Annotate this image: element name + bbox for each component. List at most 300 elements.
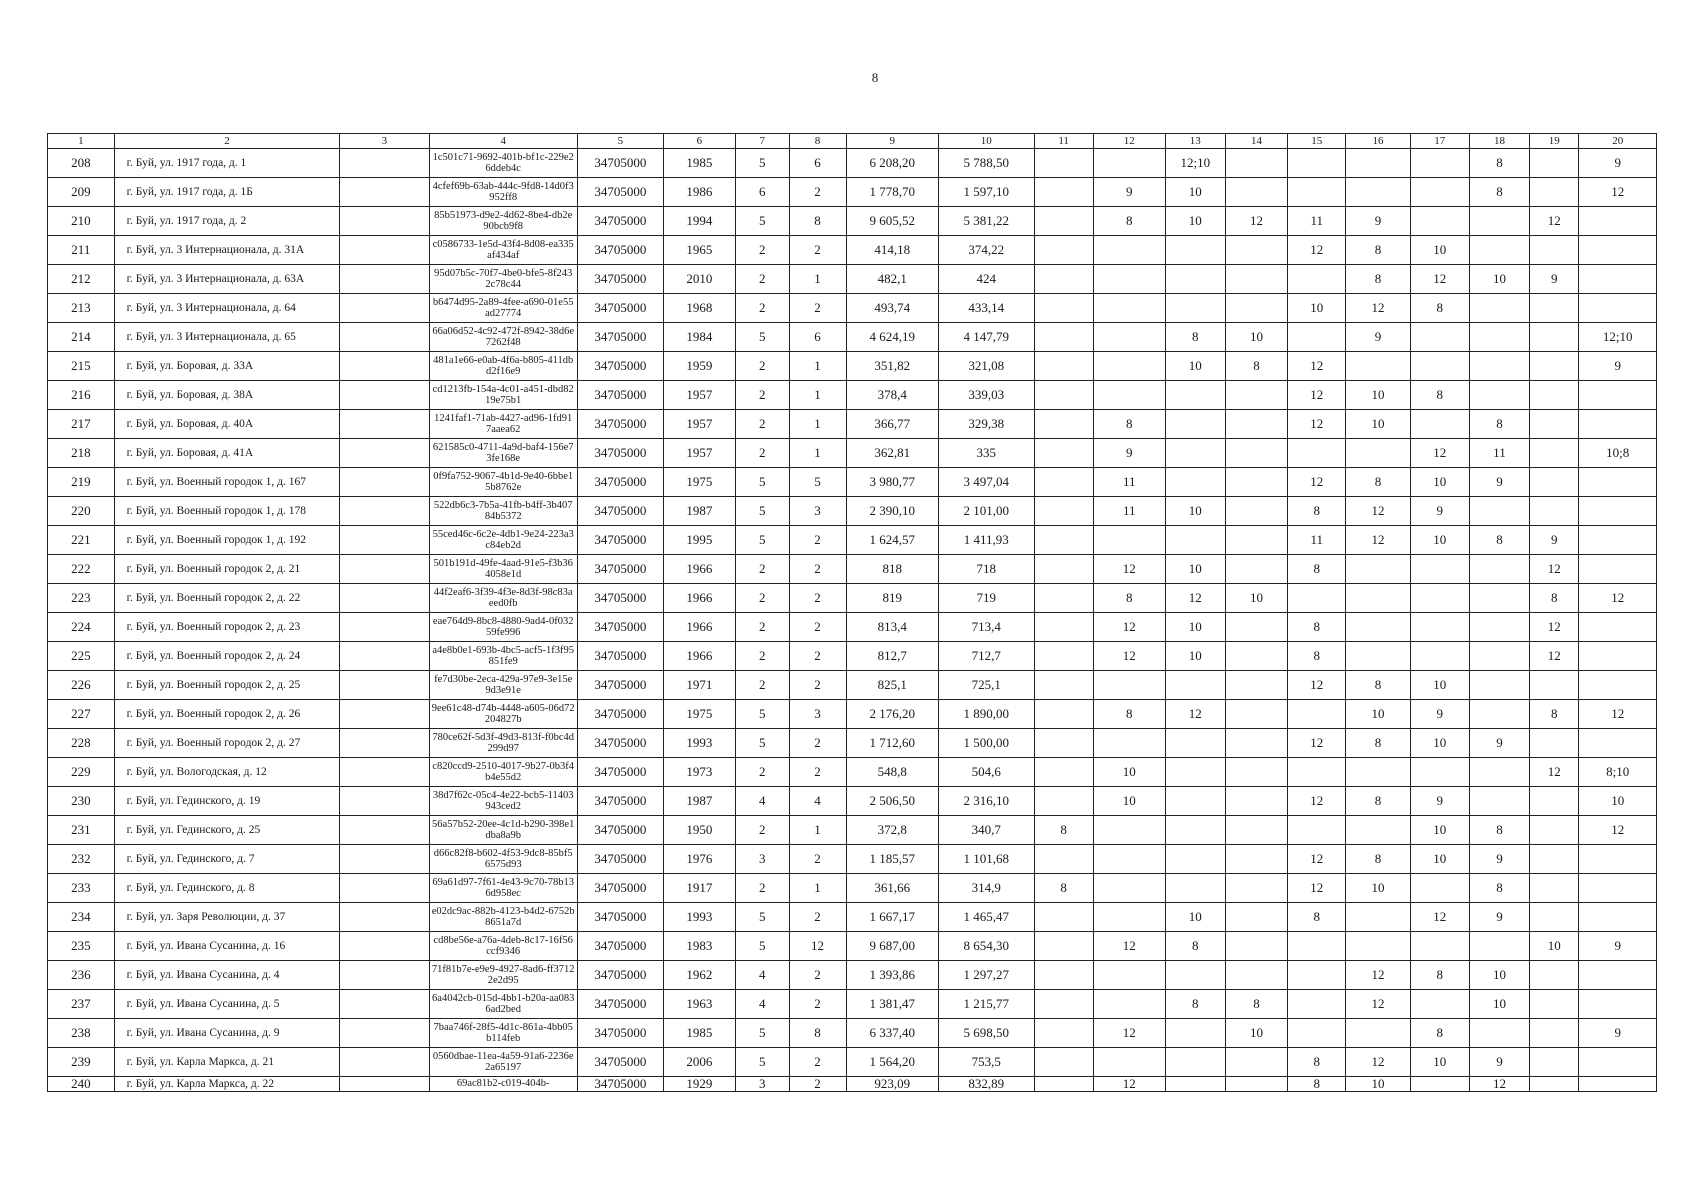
col19-cell: 12 xyxy=(1530,642,1579,671)
row-number: 213 xyxy=(48,294,115,323)
living-area-cell: 2 316,10 xyxy=(938,787,1034,816)
oktmo-cell: 34705000 xyxy=(577,410,663,439)
living-area-cell: 1 215,77 xyxy=(938,990,1034,1019)
col3-cell xyxy=(340,642,429,671)
col20-cell xyxy=(1579,236,1657,265)
col16-cell xyxy=(1346,149,1410,178)
living-area-cell: 713,4 xyxy=(938,613,1034,642)
column-number: 14 xyxy=(1225,134,1287,149)
oktmo-cell: 34705000 xyxy=(577,729,663,758)
total-area-cell: 482,1 xyxy=(846,265,938,294)
col19-cell xyxy=(1530,990,1579,1019)
address-cell: г. Буй, ул. 1917 года, д. 1Б xyxy=(114,178,340,207)
oktmo-cell: 34705000 xyxy=(577,845,663,874)
col17-cell: 10 xyxy=(1410,671,1469,700)
year-cell: 1976 xyxy=(663,845,735,874)
col17-cell xyxy=(1410,932,1469,961)
table-row xyxy=(48,642,1657,671)
col13-cell: 12;10 xyxy=(1165,149,1225,178)
oktmo-cell: 34705000 xyxy=(577,932,663,961)
col18-cell: 10 xyxy=(1469,961,1529,990)
col16-cell: 8 xyxy=(1346,265,1410,294)
row-number: 233 xyxy=(48,874,115,903)
col16-cell xyxy=(1346,584,1410,613)
table-row xyxy=(48,990,1657,1019)
total-area-cell: 2 176,20 xyxy=(846,700,938,729)
col12-cell xyxy=(1093,323,1165,352)
col3-cell xyxy=(340,816,429,845)
guid-cell: cd8be56e-a76a-4deb-8c17-16f56ccf9346 xyxy=(429,932,577,961)
table-row xyxy=(48,874,1657,903)
total-area-cell: 813,4 xyxy=(846,613,938,642)
row-number: 208 xyxy=(48,149,115,178)
col14-cell xyxy=(1225,729,1287,758)
oktmo-cell: 34705000 xyxy=(577,816,663,845)
living-area-cell: 1 597,10 xyxy=(938,178,1034,207)
col16-cell xyxy=(1346,613,1410,642)
living-area-cell: 4 147,79 xyxy=(938,323,1034,352)
table-row xyxy=(48,903,1657,932)
table-row xyxy=(48,323,1657,352)
col20-cell xyxy=(1579,990,1657,1019)
col3-cell xyxy=(340,845,429,874)
page-number: 8 xyxy=(871,70,879,85)
col12-cell: 8 xyxy=(1093,207,1165,236)
col13-cell: 12 xyxy=(1165,700,1225,729)
address-cell: г. Буй, ул. Военный городок 2, д. 26 xyxy=(114,700,340,729)
column-number: 16 xyxy=(1346,134,1410,149)
col18-cell: 8 xyxy=(1469,874,1529,903)
address-cell: г. Буй, ул. Боровая, д. 38А xyxy=(114,381,340,410)
col17-cell: 8 xyxy=(1410,381,1469,410)
col14-cell xyxy=(1225,526,1287,555)
col18-cell: 8 xyxy=(1469,178,1529,207)
col14-cell xyxy=(1225,236,1287,265)
col11-cell: 8 xyxy=(1034,816,1093,845)
col15-cell: 8 xyxy=(1288,613,1346,642)
guid-cell: 6a4042cb-015d-4bb1-b20a-aa0836ad2bed xyxy=(429,990,577,1019)
col14-cell xyxy=(1225,671,1287,700)
col13-cell xyxy=(1165,439,1225,468)
year-cell: 1957 xyxy=(663,439,735,468)
living-area-cell: 5 788,50 xyxy=(938,149,1034,178)
col20-cell: 8;10 xyxy=(1579,758,1657,787)
row-number: 216 xyxy=(48,381,115,410)
col17-cell xyxy=(1410,178,1469,207)
col17-cell: 9 xyxy=(1410,700,1469,729)
col18-cell xyxy=(1469,613,1529,642)
col14-cell: 10 xyxy=(1225,323,1287,352)
row-number: 210 xyxy=(48,207,115,236)
guid-cell: 44f2eaf6-3f39-4f3e-8d3f-98c83aeed0fb xyxy=(429,584,577,613)
col16-cell xyxy=(1346,932,1410,961)
col11-cell xyxy=(1034,352,1093,381)
col12-cell xyxy=(1093,294,1165,323)
total-area-cell: 548,8 xyxy=(846,758,938,787)
guid-cell: 1c501c71-9692-401b-bf1c-229e26ddeb4c xyxy=(429,149,577,178)
col18-cell: 8 xyxy=(1469,526,1529,555)
col12-cell: 10 xyxy=(1093,787,1165,816)
col16-cell: 12 xyxy=(1346,990,1410,1019)
living-area-cell: 329,38 xyxy=(938,410,1034,439)
oktmo-cell: 34705000 xyxy=(577,439,663,468)
col14-cell: 10 xyxy=(1225,1019,1287,1048)
col12-cell xyxy=(1093,874,1165,903)
col12-cell xyxy=(1093,265,1165,294)
table-row xyxy=(48,236,1657,265)
oktmo-cell: 34705000 xyxy=(577,874,663,903)
col20-cell: 9 xyxy=(1579,932,1657,961)
col11-cell xyxy=(1034,555,1093,584)
address-cell: г. Буй, ул. Военный городок 1, д. 178 xyxy=(114,497,340,526)
col12-cell xyxy=(1093,149,1165,178)
entrances-cell: 2 xyxy=(789,903,846,932)
col15-cell xyxy=(1288,961,1346,990)
living-area-cell: 718 xyxy=(938,555,1034,584)
col18-cell: 9 xyxy=(1469,903,1529,932)
col15-cell: 12 xyxy=(1288,236,1346,265)
col20-cell xyxy=(1579,497,1657,526)
col18-cell xyxy=(1469,236,1529,265)
col13-cell xyxy=(1165,816,1225,845)
floors-cell: 2 xyxy=(735,236,789,265)
floors-cell: 5 xyxy=(735,700,789,729)
table-row xyxy=(48,613,1657,642)
col12-cell xyxy=(1093,1048,1165,1077)
col15-cell: 8 xyxy=(1288,903,1346,932)
oktmo-cell: 34705000 xyxy=(577,526,663,555)
total-area-cell: 1 185,57 xyxy=(846,845,938,874)
col20-cell xyxy=(1579,642,1657,671)
col15-cell xyxy=(1288,758,1346,787)
col19-cell xyxy=(1530,468,1579,497)
total-area-cell: 366,77 xyxy=(846,410,938,439)
entrances-cell: 1 xyxy=(789,352,846,381)
oktmo-cell: 34705000 xyxy=(577,323,663,352)
col12-cell: 12 xyxy=(1093,613,1165,642)
col17-cell xyxy=(1410,642,1469,671)
guid-cell: 1241faf1-71ab-4427-ad96-1fd917aaea62 xyxy=(429,410,577,439)
col12-cell: 9 xyxy=(1093,439,1165,468)
col19-cell: 9 xyxy=(1530,526,1579,555)
col14-cell xyxy=(1225,381,1287,410)
col20-cell xyxy=(1579,410,1657,439)
col13-cell: 10 xyxy=(1165,613,1225,642)
address-cell: г. Буй, ул. Военный городок 2, д. 27 xyxy=(114,729,340,758)
col12-cell: 8 xyxy=(1093,584,1165,613)
col19-cell: 12 xyxy=(1530,758,1579,787)
col3-cell xyxy=(340,932,429,961)
table-row xyxy=(48,787,1657,816)
col16-cell: 8 xyxy=(1346,671,1410,700)
col18-cell xyxy=(1469,294,1529,323)
floors-cell: 2 xyxy=(735,584,789,613)
col15-cell xyxy=(1288,265,1346,294)
col18-cell: 9 xyxy=(1469,729,1529,758)
year-cell: 1917 xyxy=(663,874,735,903)
col15-cell: 12 xyxy=(1288,352,1346,381)
entrances-cell: 5 xyxy=(789,468,846,497)
col17-cell: 10 xyxy=(1410,468,1469,497)
col18-cell xyxy=(1469,700,1529,729)
col13-cell: 8 xyxy=(1165,932,1225,961)
col15-cell: 8 xyxy=(1288,1048,1346,1077)
col12-cell: 12 xyxy=(1093,1019,1165,1048)
col19-cell xyxy=(1530,410,1579,439)
guid-cell: 71f81b7e-e9e9-4927-8ad6-ff37122e2d95 xyxy=(429,961,577,990)
col20-cell: 10 xyxy=(1579,787,1657,816)
col17-cell: 10 xyxy=(1410,845,1469,874)
living-area-cell: 5 698,50 xyxy=(938,1019,1034,1048)
col3-cell xyxy=(340,178,429,207)
guid-cell: 55ced46c-6c2e-4db1-9e24-223a3c84eb2d xyxy=(429,526,577,555)
living-area-cell: 753,5 xyxy=(938,1048,1034,1077)
table-row xyxy=(48,671,1657,700)
col20-cell: 12 xyxy=(1579,700,1657,729)
col3-cell xyxy=(340,613,429,642)
col16-cell xyxy=(1346,642,1410,671)
column-number: 12 xyxy=(1093,134,1165,149)
col3-cell xyxy=(340,236,429,265)
col18-cell: 10 xyxy=(1469,990,1529,1019)
col15-cell xyxy=(1288,439,1346,468)
col14-cell xyxy=(1225,816,1287,845)
total-area-cell: 372,8 xyxy=(846,816,938,845)
oktmo-cell: 34705000 xyxy=(577,265,663,294)
year-cell: 1966 xyxy=(663,642,735,671)
col11-cell xyxy=(1034,787,1093,816)
col13-cell: 10 xyxy=(1165,352,1225,381)
oktmo-cell: 34705000 xyxy=(577,149,663,178)
col12-cell xyxy=(1093,381,1165,410)
living-area-cell: 725,1 xyxy=(938,671,1034,700)
col19-cell xyxy=(1530,294,1579,323)
col3-cell xyxy=(340,990,429,1019)
col17-cell: 10 xyxy=(1410,236,1469,265)
table-row xyxy=(48,555,1657,584)
address-cell: г. Буй, ул. 3 Интернационала, д. 63А xyxy=(114,265,340,294)
total-area-cell: 6 337,40 xyxy=(846,1019,938,1048)
table-row xyxy=(48,1048,1657,1077)
col19-cell xyxy=(1530,1019,1579,1048)
table-row xyxy=(48,265,1657,294)
row-number: 235 xyxy=(48,932,115,961)
floors-cell: 2 xyxy=(735,294,789,323)
address-cell: г. Буй, ул. Гединского, д. 8 xyxy=(114,874,340,903)
floors-cell: 5 xyxy=(735,207,789,236)
row-number: 209 xyxy=(48,178,115,207)
table-row xyxy=(48,932,1657,961)
col13-cell xyxy=(1165,1077,1225,1092)
entrances-cell: 2 xyxy=(789,758,846,787)
col11-cell: 8 xyxy=(1034,874,1093,903)
col17-cell xyxy=(1410,990,1469,1019)
floors-cell: 2 xyxy=(735,410,789,439)
col14-cell xyxy=(1225,961,1287,990)
col11-cell xyxy=(1034,265,1093,294)
year-cell: 1985 xyxy=(663,1019,735,1048)
floors-cell: 2 xyxy=(735,642,789,671)
col20-cell: 9 xyxy=(1579,1019,1657,1048)
col18-cell: 9 xyxy=(1469,845,1529,874)
address-cell: г. Буй, ул. Карла Маркса, д. 22 xyxy=(114,1077,340,1092)
col11-cell xyxy=(1034,207,1093,236)
col16-cell: 8 xyxy=(1346,787,1410,816)
col17-cell: 12 xyxy=(1410,265,1469,294)
col16-cell: 12 xyxy=(1346,526,1410,555)
oktmo-cell: 34705000 xyxy=(577,294,663,323)
address-cell: г. Буй, ул. Военный городок 2, д. 24 xyxy=(114,642,340,671)
total-area-cell: 4 624,19 xyxy=(846,323,938,352)
col11-cell xyxy=(1034,381,1093,410)
address-cell: г. Буй, ул. Военный городок 2, д. 23 xyxy=(114,613,340,642)
col12-cell xyxy=(1093,729,1165,758)
col17-cell: 10 xyxy=(1410,526,1469,555)
living-area-cell: 719 xyxy=(938,584,1034,613)
row-number: 237 xyxy=(48,990,115,1019)
col15-cell: 8 xyxy=(1288,497,1346,526)
living-area-cell: 5 381,22 xyxy=(938,207,1034,236)
col3-cell xyxy=(340,323,429,352)
year-cell: 1929 xyxy=(663,1077,735,1092)
col11-cell xyxy=(1034,671,1093,700)
col17-cell: 9 xyxy=(1410,497,1469,526)
col13-cell: 10 xyxy=(1165,178,1225,207)
col17-cell: 8 xyxy=(1410,961,1469,990)
col3-cell xyxy=(340,1019,429,1048)
col13-cell xyxy=(1165,874,1225,903)
col11-cell xyxy=(1034,1048,1093,1077)
address-cell: г. Буй, ул. Боровая, д. 40А xyxy=(114,410,340,439)
col14-cell xyxy=(1225,700,1287,729)
col20-cell xyxy=(1579,903,1657,932)
col12-cell: 12 xyxy=(1093,932,1165,961)
col16-cell: 12 xyxy=(1346,1048,1410,1077)
entrances-cell: 4 xyxy=(789,787,846,816)
address-cell: г. Буй, ул. Гединского, д. 19 xyxy=(114,787,340,816)
living-area-cell: 339,03 xyxy=(938,381,1034,410)
entrances-cell: 2 xyxy=(789,961,846,990)
col17-cell xyxy=(1410,613,1469,642)
table-row xyxy=(48,700,1657,729)
col19-cell xyxy=(1530,787,1579,816)
column-number: 3 xyxy=(340,134,429,149)
guid-cell: e02dc9ac-882b-4123-b4d2-6752b8651a7d xyxy=(429,903,577,932)
guid-cell: 481a1e66-e0ab-4f6a-b805-411dbd2f16e9 xyxy=(429,352,577,381)
oktmo-cell: 34705000 xyxy=(577,352,663,381)
col11-cell xyxy=(1034,961,1093,990)
address-cell: г. Буй, ул. 3 Интернационала, д. 64 xyxy=(114,294,340,323)
entrances-cell: 3 xyxy=(789,497,846,526)
col11-cell xyxy=(1034,932,1093,961)
floors-cell: 2 xyxy=(735,874,789,903)
col12-cell: 12 xyxy=(1093,555,1165,584)
floors-cell: 4 xyxy=(735,961,789,990)
row-number: 217 xyxy=(48,410,115,439)
col12-cell xyxy=(1093,961,1165,990)
col16-cell: 8 xyxy=(1346,729,1410,758)
col17-cell: 8 xyxy=(1410,1019,1469,1048)
col13-cell: 10 xyxy=(1165,555,1225,584)
entrances-cell: 2 xyxy=(789,990,846,1019)
col14-cell xyxy=(1225,787,1287,816)
col12-cell xyxy=(1093,903,1165,932)
column-number: 19 xyxy=(1530,134,1579,149)
oktmo-cell: 34705000 xyxy=(577,961,663,990)
col19-cell: 8 xyxy=(1530,584,1579,613)
living-area-cell: 3 497,04 xyxy=(938,468,1034,497)
col3-cell xyxy=(340,410,429,439)
col13-cell: 12 xyxy=(1165,584,1225,613)
address-cell: г. Буй, ул. 3 Интернационала, д. 31А xyxy=(114,236,340,265)
table-row xyxy=(48,526,1657,555)
total-area-cell: 9 687,00 xyxy=(846,932,938,961)
floors-cell: 2 xyxy=(735,613,789,642)
col15-cell: 11 xyxy=(1288,207,1346,236)
col3-cell xyxy=(340,758,429,787)
col16-cell: 12 xyxy=(1346,961,1410,990)
row-number: 238 xyxy=(48,1019,115,1048)
col18-cell: 9 xyxy=(1469,468,1529,497)
oktmo-cell: 34705000 xyxy=(577,700,663,729)
col16-cell: 8 xyxy=(1346,236,1410,265)
col17-cell xyxy=(1410,555,1469,584)
guid-cell: c0586733-1e5d-43f4-8d08-ea335af434af xyxy=(429,236,577,265)
col11-cell xyxy=(1034,1077,1093,1092)
col17-cell xyxy=(1410,874,1469,903)
row-number: 236 xyxy=(48,961,115,990)
living-area-cell: 1 297,27 xyxy=(938,961,1034,990)
col3-cell xyxy=(340,1077,429,1092)
guid-cell: 69ac81b2-c019-404b- xyxy=(429,1077,577,1092)
col14-cell xyxy=(1225,1048,1287,1077)
guid-cell: 621585c0-4711-4a9d-baf4-156e73fe168e xyxy=(429,439,577,468)
table-row xyxy=(48,149,1657,178)
col11-cell xyxy=(1034,700,1093,729)
address-cell: г. Буй, ул. Военный городок 1, д. 167 xyxy=(114,468,340,497)
oktmo-cell: 34705000 xyxy=(577,584,663,613)
guid-cell: eae764d9-8bc8-4880-9ad4-0f03259fe996 xyxy=(429,613,577,642)
col3-cell xyxy=(340,671,429,700)
col11-cell xyxy=(1034,323,1093,352)
year-cell: 1994 xyxy=(663,207,735,236)
col15-cell: 8 xyxy=(1288,1077,1346,1092)
col20-cell xyxy=(1579,671,1657,700)
entrances-cell: 2 xyxy=(789,613,846,642)
col13-cell xyxy=(1165,265,1225,294)
total-area-cell: 1 624,57 xyxy=(846,526,938,555)
total-area-cell: 361,66 xyxy=(846,874,938,903)
col11-cell xyxy=(1034,178,1093,207)
col18-cell xyxy=(1469,787,1529,816)
table-row xyxy=(48,845,1657,874)
column-number: 7 xyxy=(735,134,789,149)
col15-cell: 8 xyxy=(1288,555,1346,584)
floors-cell: 3 xyxy=(735,1077,789,1092)
col15-cell xyxy=(1288,178,1346,207)
entrances-cell: 1 xyxy=(789,874,846,903)
col17-cell xyxy=(1410,1077,1469,1092)
col20-cell xyxy=(1579,207,1657,236)
guid-cell: 66a06d52-4c92-472f-8942-38d6e7262f48 xyxy=(429,323,577,352)
address-cell: г. Буй, ул. Вологодская, д. 12 xyxy=(114,758,340,787)
entrances-cell: 2 xyxy=(789,642,846,671)
col15-cell xyxy=(1288,584,1346,613)
col12-cell: 8 xyxy=(1093,700,1165,729)
total-area-cell: 3 980,77 xyxy=(846,468,938,497)
table-row xyxy=(48,816,1657,845)
address-cell: г. Буй, ул. Военный городок 2, д. 25 xyxy=(114,671,340,700)
